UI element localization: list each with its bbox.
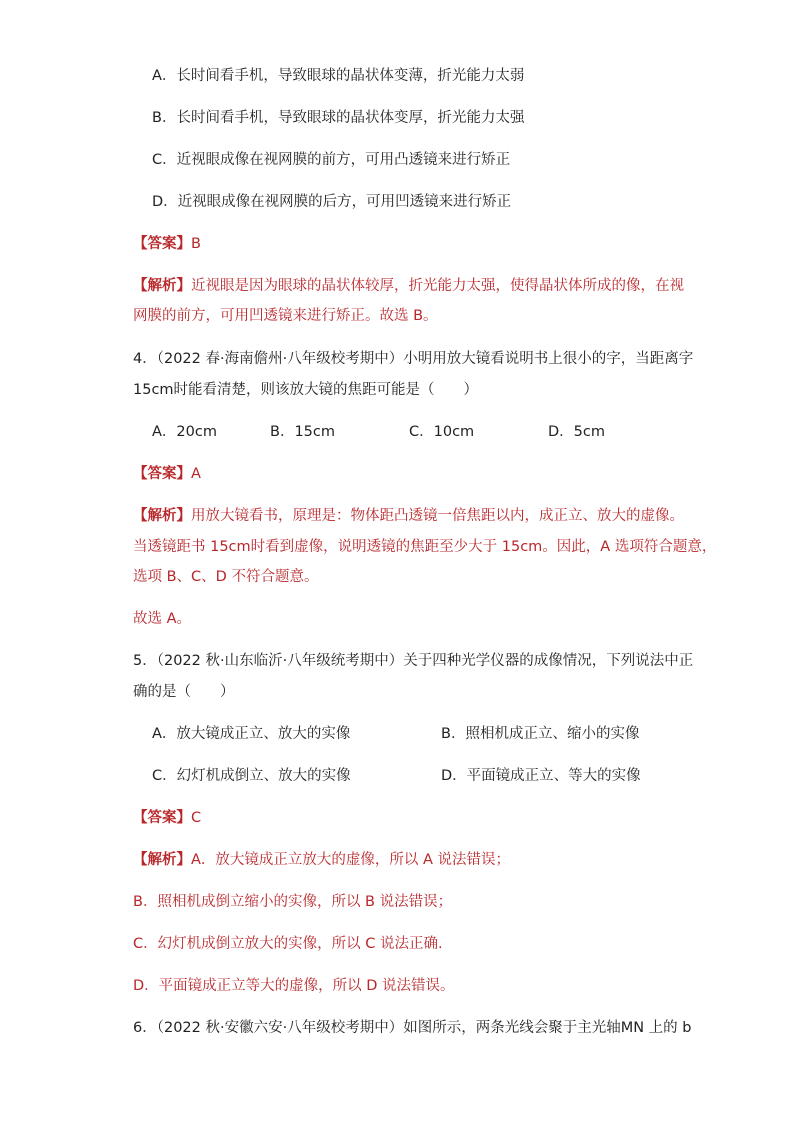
q4-answer — [133, 464, 201, 484]
answer-label: 【答案】 — [133, 466, 191, 482]
q6-stem-line-1: 6．（2022 秋·安徽六安·八年级校考期中）如图所示，两条光线会聚于主光轴MN 上的 b — [133, 1020, 692, 1036]
q3-option-d: D．近视眼成像在视网膜的后方，可用凹透镜来进行矫正 — [152, 194, 512, 210]
q5-option-c: C．幻灯机成倒立、放大的实像 — [152, 768, 351, 784]
analysis-label: 【解析】 — [133, 508, 191, 524]
q5-option-b: B．照相机成正立、缩小的实像 — [441, 726, 640, 742]
q3-option-c: C．近视眼成像在视网膜的前方，可用凸透镜来进行矫正 — [152, 152, 511, 168]
q5-option-d: D．平面镜成正立、等大的实像 — [441, 768, 641, 784]
q5-analysis-line-4: D．平面镜成正立等大的虚像，所以 D 说法错误。 — [133, 978, 455, 994]
q4-analysis-line-3: 选项 B、C、D 不符合题意。 — [133, 569, 319, 585]
answer-value: A — [191, 466, 201, 482]
q5-stem-line-2: 确的是（ ） — [133, 684, 235, 700]
q5-stem-line-1: 5．（2022 秋·山东临沂·八年级统考期中）关于四种光学仪器的成像情况，下列说法中正 — [133, 653, 694, 669]
q5-analysis-line-2: B．照相机成倒立缩小的实像，所以 B 说法错误； — [133, 894, 453, 910]
q3-analysis-line-2: 网膜的前方，可用凹透镜来进行矫正。故选 B。 — [133, 308, 438, 324]
q3-option-b: B．长时间看手机，导致眼球的晶状体变厚，折光能力太强 — [152, 110, 525, 126]
q4-conclusion: 故选 A。 — [133, 611, 192, 627]
answer-label: 【答案】 — [133, 236, 191, 252]
q3-analysis-line-1 — [133, 276, 684, 296]
q4-option-b: B．15cm — [270, 424, 335, 440]
q5-option-a: A．放大镜成正立、放大的实像 — [152, 726, 351, 742]
analysis-text: A．放大镜成正立放大的虚像，所以 A 说法错误； — [191, 852, 511, 868]
q5-analysis-line-3: C．幻灯机成倒立放大的实像，所以 C 说法正确. — [133, 936, 443, 952]
q3-option-a: A．长时间看手机，导致眼球的晶状体变薄，折光能力太弱 — [152, 68, 525, 84]
q4-option-c: C．10cm — [409, 424, 475, 440]
answer-value: B — [191, 236, 201, 252]
q4-analysis-line-2: 当透镜距书 15cm时看到虚像，说明透镜的焦距至少大于 15cm。因此，A 选项符合题意， — [133, 539, 717, 555]
analysis-label: 【解析】 — [133, 852, 191, 868]
answer-label: 【答案】 — [133, 810, 191, 826]
analysis-label: 【解析】 — [133, 278, 191, 294]
answer-value: C — [191, 810, 202, 826]
q5-answer — [133, 808, 201, 828]
q4-option-a: A．20cm — [152, 424, 217, 440]
q3-answer — [133, 234, 201, 254]
q5-analysis-line-1 — [133, 850, 510, 870]
analysis-text: 近视眼是因为眼球的晶状体较厚，折光能力太强，使得晶状体所成的像，在视 — [191, 278, 684, 294]
q4-stem-line-2: 15cm时能看清楚，则该放大镜的焦距可能是（ ） — [133, 382, 479, 398]
analysis-text: 用放大镜看书，原理是：物体距凸透镜一倍焦距以内，成正立、放大的虚像。 — [191, 508, 684, 524]
q4-stem-line-1: 4．（2022 春·海南儋州·八年级校考期中）小明用放大镜看说明书上很小的字，当距离字 — [133, 351, 694, 367]
q4-analysis-line-1 — [133, 506, 684, 526]
q4-option-d: D．5cm — [548, 424, 605, 440]
